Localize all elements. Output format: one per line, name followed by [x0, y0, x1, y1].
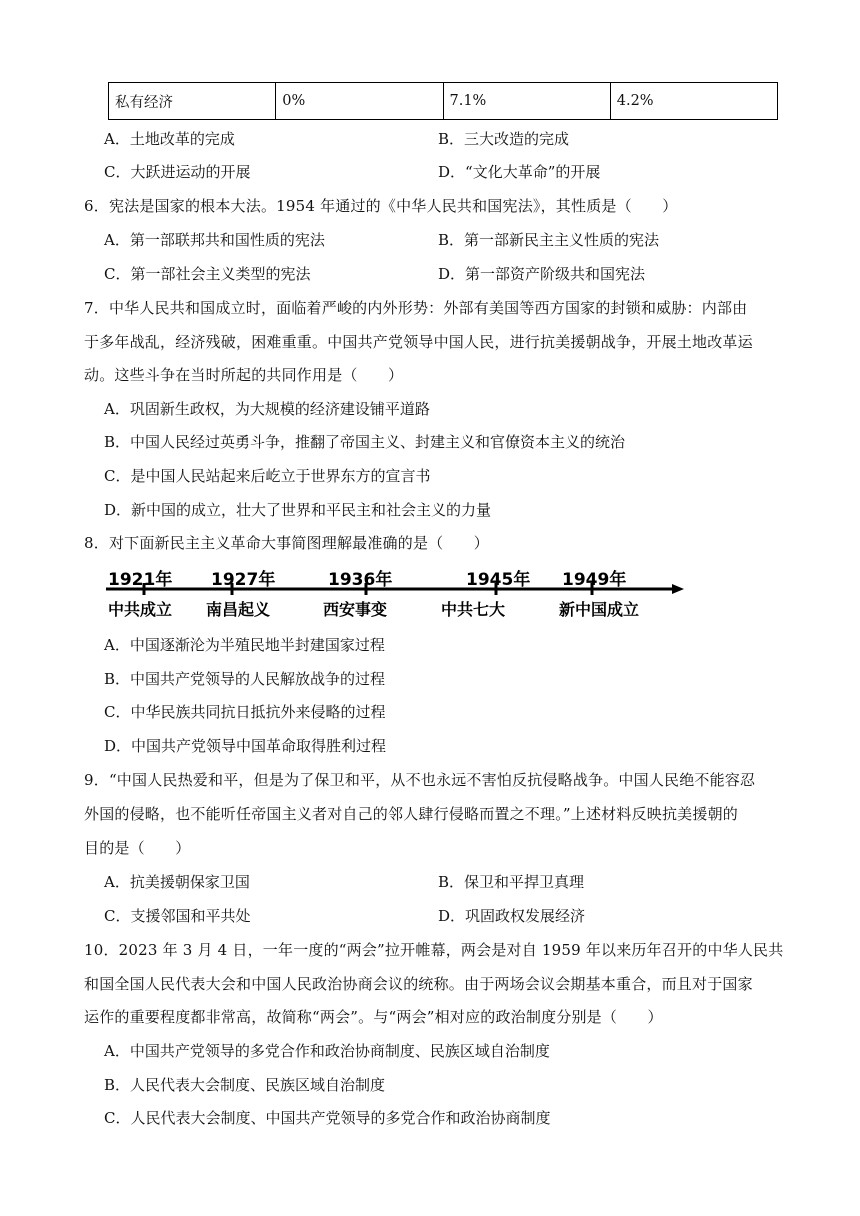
q10-option-a: A．中国共产党领导的多党合作和政治协商制度、民族区域自治制度	[104, 1042, 550, 1060]
q9-option-b: B．保卫和平捍卫真理	[438, 873, 585, 891]
timeline-event: 新中国成立	[559, 600, 640, 619]
q10-option-b: B．人民代表大会制度、民族区域自治制度	[104, 1076, 386, 1094]
q10-option-c: C．人民代表大会制度、中国共产党领导的多党合作和政治协商制度	[104, 1109, 551, 1127]
q6-option-b: B．第一部新民主主义性质的宪法	[438, 231, 660, 249]
q7-option-a: A．巩固新生政权，为大规模的经济建设铺平道路	[104, 400, 430, 418]
q7-option-c: C．是中国人民站起来后屹立于世界东方的宣言书	[104, 467, 431, 485]
q5-option-a: A．土地改革的完成	[104, 130, 235, 148]
q6-option-a: A．第一部联邦共和国性质的宪法	[104, 231, 325, 249]
q5-option-b: B．三大改造的完成	[438, 130, 570, 148]
q9-option-c: C．支援邻国和平共处	[104, 907, 251, 925]
timeline-graphic	[104, 568, 684, 622]
q7-stem-line-1: 7．中华人民共和国成立时，面临着严峻的内外形势：外部有美国等西方国家的封锁和威胁：内部由	[84, 299, 748, 317]
q6-stem: 6．宪法是国家的根本大法。1954 年通过的《中华人民共和国宪法》，其性质是（ ）	[84, 197, 678, 215]
economy-table	[108, 82, 778, 120]
timeline-year: 1921年	[108, 570, 173, 590]
q6-option-c: C．第一部社会主义类型的宪法	[104, 265, 311, 283]
q6-option-d: D．第一部资产阶级共和国宪法	[438, 265, 646, 283]
q5-option-d: D．“文化大革命”的开展	[438, 163, 601, 181]
q8-option-a: A．中国逐渐沦为半殖民地半封建国家过程	[104, 636, 385, 654]
q10-stem-line-3: 运作的重要程度都非常高，故简称“两会”。与“两会”相对应的政治制度分别是（ ）	[84, 1008, 663, 1026]
timeline-year: 1936年	[328, 570, 393, 590]
q7-stem-line-2: 于多年战乱，经济残破，困难重重。中国共产党领导中国人民，进行抗美援朝战争，开展土地改革运	[84, 333, 753, 351]
revolution-timeline	[104, 568, 684, 622]
q7-stem-line-3: 动。这些斗争在当时所起的共同作用是（ ）	[84, 366, 404, 384]
q9-stem-line-3: 目的是（ ）	[84, 839, 191, 857]
q9-option-a: A．抗美援朝保家卫国	[104, 873, 250, 891]
q10-stem-line-2: 和国全国人民代表大会和中国人民政治协商会议的统称。由于两场会议会期基本重合，而且对于国家	[84, 975, 753, 993]
q8-option-d: D．中国共产党领导中国革命取得胜利过程	[104, 737, 387, 755]
q8-stem: 8．对下面新民主主义革命大事简图理解最准确的是（ ）	[84, 534, 489, 552]
q7-option-b: B．中国人民经过英勇斗争，推翻了帝国主义、封建主义和官僚资本主义的统治	[104, 433, 626, 451]
table-cell: 私有经济	[109, 83, 276, 120]
table-row	[109, 83, 778, 120]
q9-option-d: D．巩固政权发展经济	[438, 907, 586, 925]
q8-option-b: B．中国共产党领导的人民解放战争的过程	[104, 670, 386, 688]
timeline-event: 中共七大	[441, 600, 506, 619]
timeline-year: 1945年	[466, 570, 531, 590]
q5-option-c: C．大跃进运动的开展	[104, 163, 251, 181]
timeline-event: 南昌起义	[206, 600, 271, 619]
table-cell: 7.1%	[443, 83, 610, 120]
q9-stem-line-1: 9．“中国人民热爱和平，但是为了保卫和平，从不也永远不害怕反抗侵略战争。中国人民绝不能容忍	[84, 771, 756, 789]
timeline-year: 1949年	[562, 570, 627, 590]
table-cell: 0%	[276, 83, 443, 120]
timeline-event: 中共成立	[108, 600, 173, 619]
timeline-year: 1927年	[211, 570, 276, 590]
timeline-event: 西安事变	[323, 600, 388, 619]
q8-option-c: C．中华民族共同抗日抵抗外来侵略的过程	[104, 703, 386, 721]
table-cell: 4.2%	[610, 83, 777, 120]
q9-stem-line-2: 外国的侵略，也不能听任帝国主义者对自己的邻人肆行侵略而置之不理。”上述材料反映抗美援朝的	[84, 805, 738, 823]
q7-option-d: D．新中国的成立，壮大了世界和平民主和社会主义的力量	[104, 501, 492, 519]
q10-stem-line-1: 10．2023 年 3 月 4 日，一年一度的“两会”拉开帷幕，两会是对自 1959 年以来历年召开的中华人民共	[84, 941, 784, 959]
